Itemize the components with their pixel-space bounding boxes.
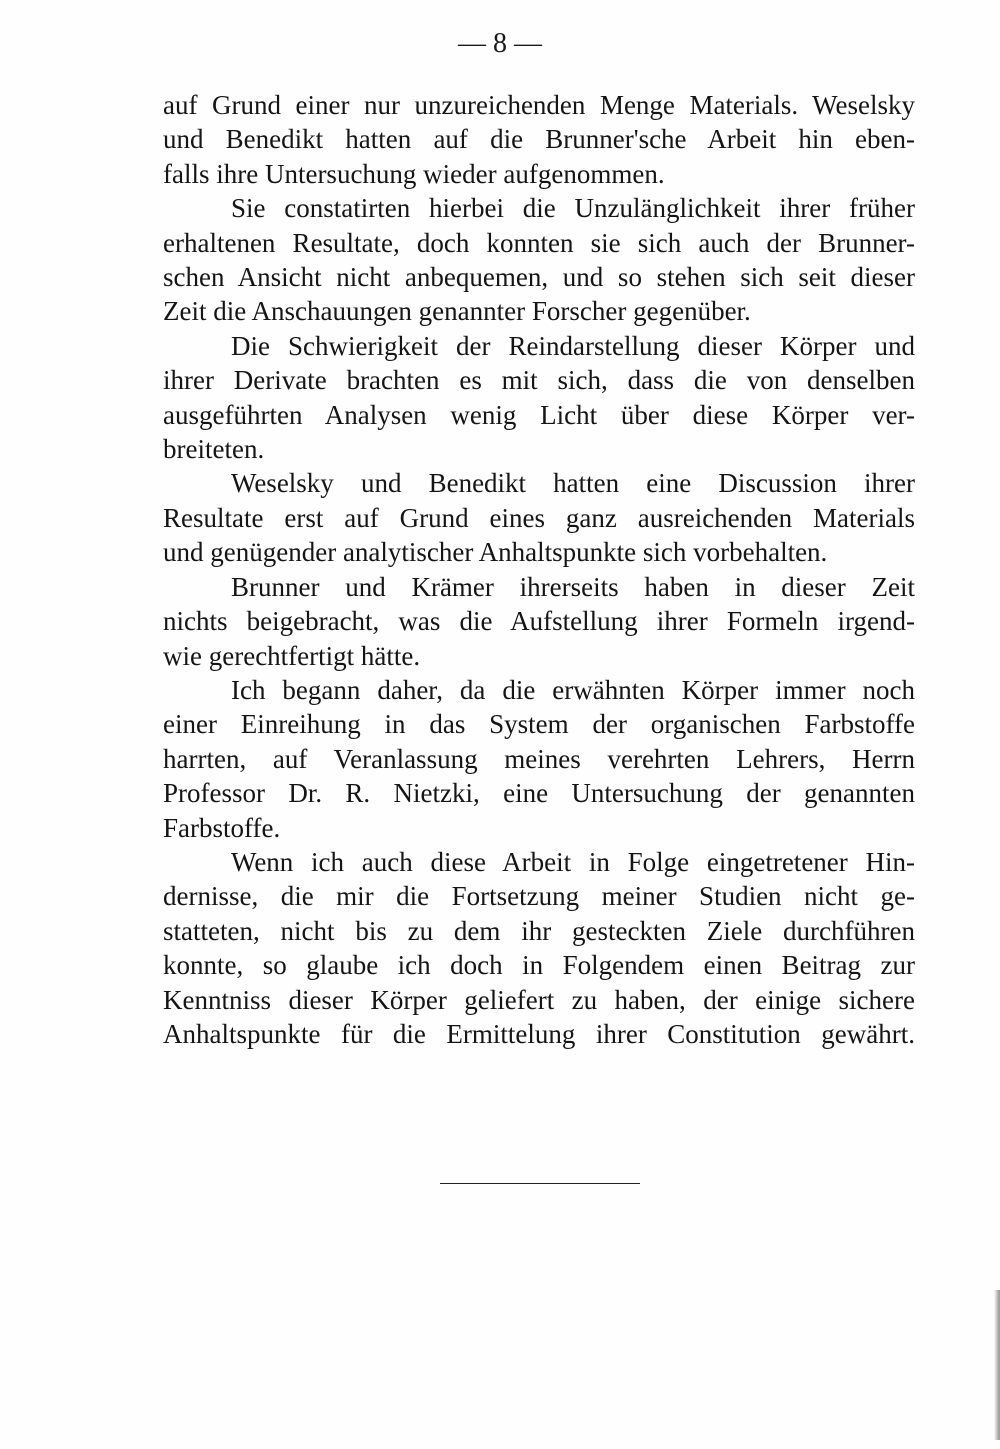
text-line: falls ihre Untersuchung wieder aufgenommen. [163,158,665,189]
text-line: Brunner und Krämer ihrerseits haben in dieser Zeit [231,571,915,602]
text-line: statteten, nicht bis zu dem ihr gesteckten Ziele durchführen [163,915,915,946]
paragraph-1 [163,88,915,191]
text-line: Zeit die Anschauungen genannter Forscher gegenüber. [163,296,751,327]
text-line: erhaltenen Resultate, doch konnten sie sich auch der Brunner- [163,227,915,258]
text-line: ausgeführten Analysen wenig Licht über diese Körper ver- [163,399,915,430]
paragraph-6 [163,673,915,845]
text-line: schen Ansicht nicht anbequemen, und so stehen sich seit dieser [163,262,915,293]
text-line: auf Grund einer nur unzureichenden Menge Materials. Weselsky [163,90,915,120]
text-line: konnte, so glaube ich doch in Folgendem einen Beitrag zur [163,950,915,981]
body-text [163,88,915,1051]
text-line: Ich begann daher, da die erwähnten Körper immer noch [231,674,915,705]
text-line: Farbstoffe. [163,812,281,843]
text-line: Wenn ich auch diese Arbeit in Folge eingetretener Hin- [231,846,915,877]
text-line: Weselsky und Benedikt hatten eine Discussion ihrer [231,468,915,499]
paragraph-5 [163,570,915,673]
paragraph-3 [163,329,915,467]
text-line: einer Einreihung in das System der organischen Farbstoffe [163,709,915,740]
page-number: — 8 — [458,28,542,59]
text-line: Kenntniss dieser Körper geliefert zu haben, der einige sichere [163,984,915,1015]
paragraph-2 [163,191,915,329]
paragraph-4 [163,466,915,569]
page-edge-shadow [994,1290,1000,1440]
text-line: nichts beigebracht, was die Aufstellung ihrer Formeln irgend- [163,606,915,637]
text-line: harrten, auf Veranlassung meines verehrten Lehrers, Herrn [163,743,915,774]
text-line: Sie constatirten hierbei die Unzulänglichkeit ihrer früher [231,193,915,224]
text-line: und Benedikt hatten auf die Brunner'sche Arbeit hin eben- [163,124,915,155]
paragraph-7 [163,845,915,1051]
text-line: wie gerechtfertigt hätte. [163,640,421,671]
text-line: breiteten. [163,434,265,465]
text-line: Die Schwierigkeit der Reindarstellung dieser Körper und [231,330,915,361]
text-line: Anhaltspunkte für die Ermittelung ihrer Constitution gewährt. [163,1018,915,1049]
text-line: und genügender analytischer Anhaltspunkte sich vorbehalten. [163,537,828,568]
section-divider [440,1183,640,1184]
text-line: dernisse, die mir die Fortsetzung meiner Studien nicht ge- [163,881,915,912]
text-line: ihrer Derivate brachten es mit sich, dass die von denselben [163,365,915,396]
text-line: Professor Dr. R. Nietzki, eine Untersuchung der genannten [163,778,915,809]
text-line: Resultate erst auf Grund eines ganz ausreichenden Materials [163,502,915,533]
